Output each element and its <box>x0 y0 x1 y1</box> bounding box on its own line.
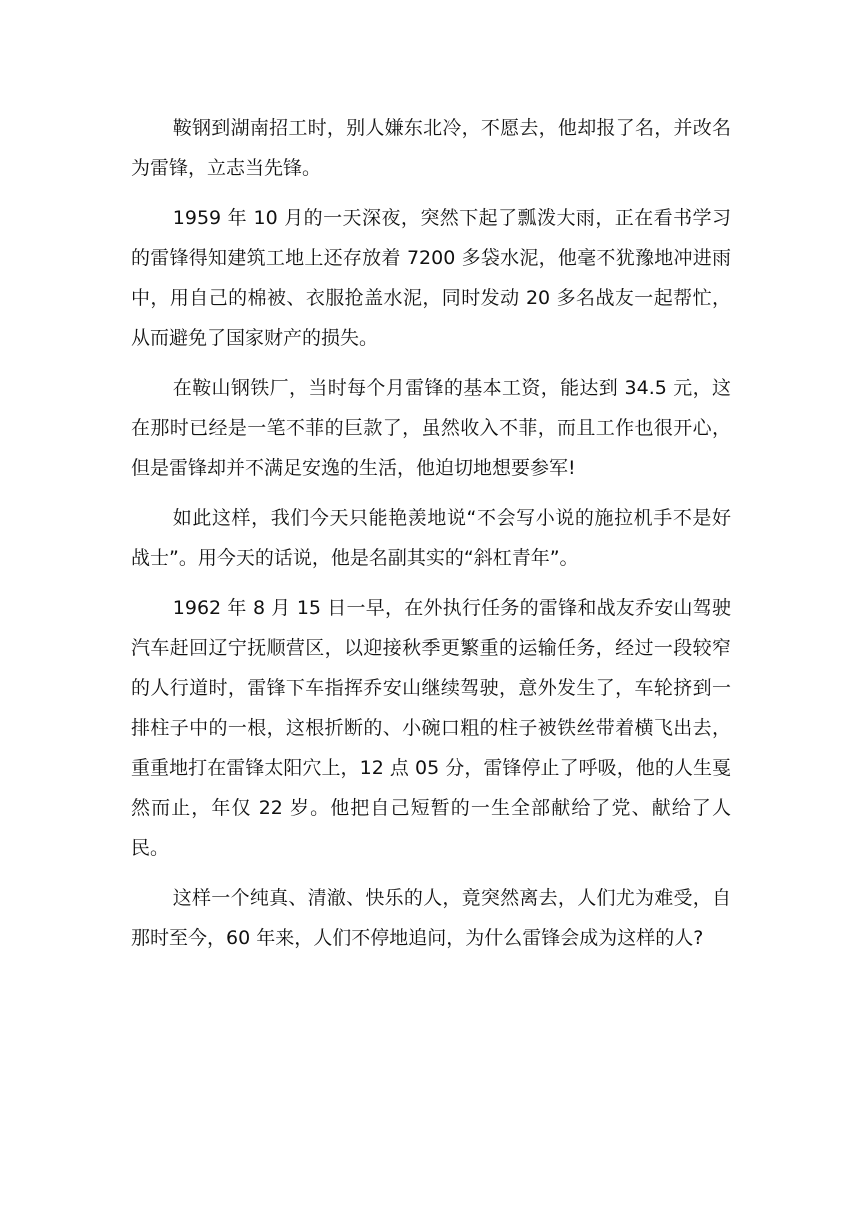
paragraph: 如此这样，我们今天只能艳羡地说“不会写小说的施拉机手不是好战士”。用今天的话说，他是名副其实的“斜杠青年”。 <box>131 507 731 569</box>
document-body <box>131 108 731 968</box>
paragraph: 1962 年 8 月 15 日一早，在外执行任务的雷锋和战友乔安山驾驶汽车赶回辽宁抚顺营区，以迎接秋季更繁重的运输任务，经过一段较窄的人行道时，雷锋下车指挥乔安山继续驾驶，意外发生了，车轮挤到一排柱子中的一根，这根折断的、小碗口粗的柱子被铁丝带着横飞出去，重重地打在雷锋太阳穴上，12 点 05 分，雷锋停止了呼吸，他的人生戛然而止，年仅 22 岁。他把自己短暂的一生全部献给了党、献给了人民。 <box>131 597 731 859</box>
paragraph: 1959 年 10 月的一天深夜，突然下起了瓢泼大雨，正在看书学习的雷锋得知建筑工地上还存放着 7200 多袋水泥，他毫不犹豫地冲进雨中，用自己的棉被、衣服抢盖水泥，同时发动 20 多名战友一起帮忙，从而避免了国家财产的损失。 <box>131 207 731 349</box>
paragraph: 鞍钢到湖南招工时，别人嫌东北冷，不愿去，他却报了名，并改名为雷锋，立志当先锋。 <box>131 117 731 179</box>
paragraph: 在鞍山钢铁厂，当时每个月雷锋的基本工资，能达到 34.5 元，这在那时已经是一笔不菲的巨款了，虽然收入不菲，而且工作也很开心，但是雷锋却并不满足安逸的生活，他迫切地想要参军! <box>131 377 731 479</box>
paragraph: 这样一个纯真、清澈、快乐的人，竟突然离去，人们尤为难受，自那时至今，60 年来，人们不停地追问，为什么雷锋会成为这样的人? <box>131 887 731 949</box>
